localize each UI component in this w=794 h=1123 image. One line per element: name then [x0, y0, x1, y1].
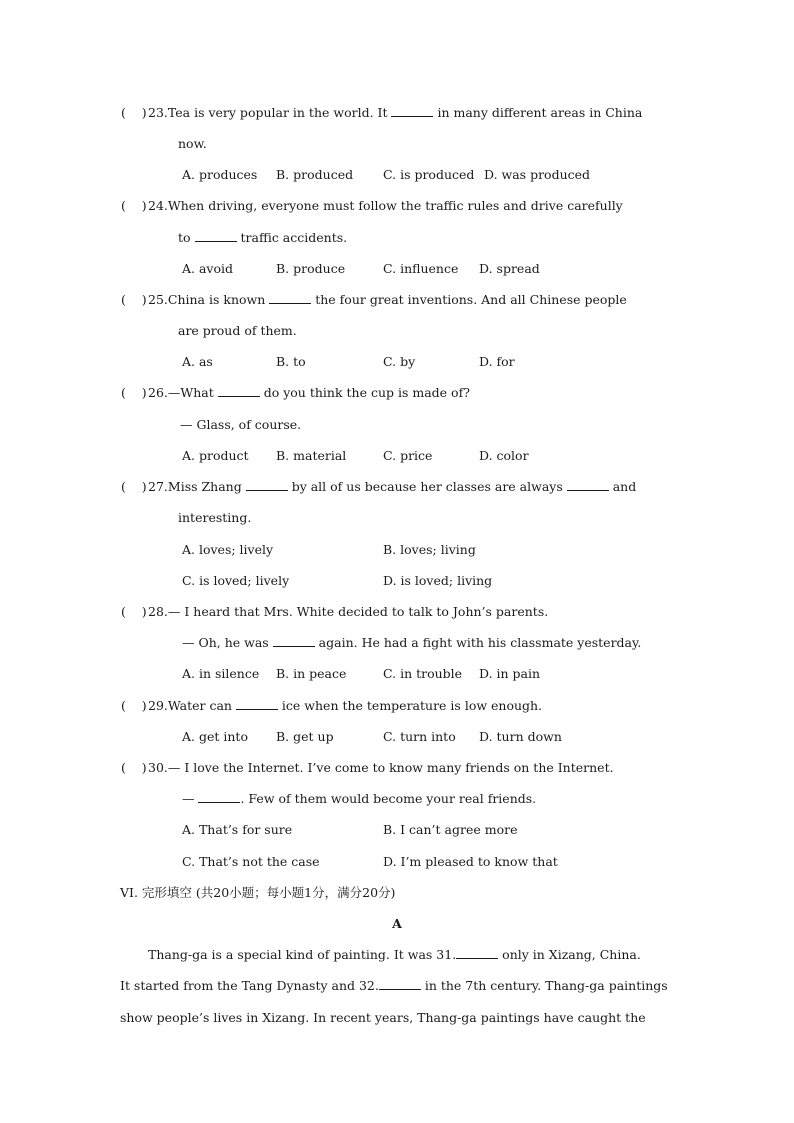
option-b[interactable]: B. to: [276, 354, 306, 369]
option-d[interactable]: D. was produced: [484, 167, 591, 182]
answer-blank[interactable]: [195, 230, 237, 242]
option-d[interactable]: D. spread: [479, 261, 540, 276]
option-a[interactable]: A. as: [182, 354, 213, 369]
question-stem-continued: now.: [178, 136, 207, 151]
answer-blank[interactable]: [456, 947, 498, 959]
question-stem: 29.Water can ice when the temperature is low enough.: [148, 698, 543, 713]
question-stem-continued: interesting.: [178, 510, 252, 525]
option-a[interactable]: A. loves; lively: [182, 542, 274, 557]
option-d[interactable]: D. for: [479, 354, 515, 369]
option-a[interactable]: A. in silence: [182, 666, 260, 681]
option-d[interactable]: D. turn down: [479, 729, 562, 744]
question-stem-continued: — Glass, of course.: [180, 417, 302, 432]
option-c[interactable]: C. influence: [383, 261, 459, 276]
answer-blank[interactable]: [391, 105, 433, 117]
answer-bracket[interactable]: ( ): [121, 698, 147, 713]
question-number: 29.: [148, 698, 168, 713]
option-d[interactable]: D. in pain: [479, 666, 541, 681]
answer-blank[interactable]: [218, 385, 260, 397]
option-c[interactable]: C. is loved; lively: [182, 573, 290, 588]
option-b[interactable]: B. material: [276, 448, 347, 463]
answer-blank[interactable]: [269, 292, 311, 304]
question-number: 26.: [148, 385, 168, 400]
question-number: 23.: [148, 105, 168, 120]
question-stem: 30.— I love the Internet. I’ve come to know many friends on the Internet.: [148, 760, 614, 775]
question-stem-continued: — . Few of them would become your real friends.: [182, 791, 537, 806]
option-b[interactable]: B. in peace: [276, 666, 347, 681]
question-stem: 27.Miss Zhang by all of us because her classes are always and: [148, 479, 637, 494]
answer-blank[interactable]: [567, 479, 609, 491]
passage-line: Thang-ga is a special kind of painting. It was 31. only in Xizang, China.: [148, 947, 641, 962]
answer-blank[interactable]: [379, 978, 421, 990]
option-a[interactable]: A. product: [182, 448, 249, 463]
section-title: VI. 完形填空 (共20小题；每小题1分，满分20分): [120, 885, 396, 900]
answer-bracket[interactable]: ( ): [121, 604, 147, 619]
question-stem-continued: to traffic accidents.: [178, 230, 348, 245]
question-stem-continued: are proud of them.: [178, 323, 297, 338]
question-stem: 24.When driving, everyone must follow the traffic rules and drive carefully: [148, 198, 623, 213]
passage-heading: A: [392, 916, 402, 931]
question-stem: 26.—What do you think the cup is made of?: [148, 385, 470, 400]
answer-bracket[interactable]: ( ): [121, 198, 147, 213]
question-number: 24.: [148, 198, 168, 213]
option-c[interactable]: C. turn into: [383, 729, 456, 744]
option-a[interactable]: A. That’s for sure: [182, 822, 293, 837]
option-b[interactable]: B. get up: [276, 729, 334, 744]
answer-bracket[interactable]: ( ): [121, 385, 147, 400]
answer-bracket[interactable]: ( ): [121, 105, 147, 120]
answer-blank[interactable]: [236, 698, 278, 710]
option-a[interactable]: A. get into: [182, 729, 248, 744]
passage-line: It started from the Tang Dynasty and 32. in the 7th century. Thang-ga paintings: [120, 978, 668, 993]
option-b[interactable]: B. produced: [276, 167, 354, 182]
passage-line: show people’s lives in Xizang. In recent years, Thang-ga paintings have caught the: [120, 1010, 646, 1025]
answer-blank[interactable]: [198, 791, 240, 803]
option-c[interactable]: C. price: [383, 448, 433, 463]
answer-bracket[interactable]: ( ): [121, 760, 147, 775]
question-number: 25.: [148, 292, 168, 307]
question-number: 27.: [148, 479, 168, 494]
option-a[interactable]: A. avoid: [182, 261, 234, 276]
question-stem-continued: — Oh, he was again. He had a fight with his classmate yesterday.: [182, 635, 642, 650]
answer-blank[interactable]: [246, 479, 288, 491]
answer-blank[interactable]: [273, 635, 315, 647]
option-b[interactable]: B. I can’t agree more: [383, 822, 518, 837]
answer-bracket[interactable]: ( ): [121, 292, 147, 307]
option-b[interactable]: B. produce: [276, 261, 346, 276]
option-a[interactable]: A. produces: [182, 167, 258, 182]
question-number: 30.: [148, 760, 168, 775]
option-c[interactable]: C. is produced: [383, 167, 475, 182]
question-stem: 25.China is known the four great inventions. And all Chinese people: [148, 292, 627, 307]
option-c[interactable]: C. by: [383, 354, 416, 369]
option-b[interactable]: B. loves; living: [383, 542, 476, 557]
question-stem: 23.Tea is very popular in the world. It in many different areas in China: [148, 105, 643, 120]
option-d[interactable]: D. color: [479, 448, 529, 463]
option-c[interactable]: C. in trouble: [383, 666, 463, 681]
answer-bracket[interactable]: ( ): [121, 479, 147, 494]
option-d[interactable]: D. I’m pleased to know that: [383, 854, 558, 869]
question-stem: 28.— I heard that Mrs. White decided to talk to John’s parents.: [148, 604, 549, 619]
option-d[interactable]: D. is loved; living: [383, 573, 493, 588]
question-number: 28.: [148, 604, 168, 619]
option-c[interactable]: C. That’s not the case: [182, 854, 320, 869]
